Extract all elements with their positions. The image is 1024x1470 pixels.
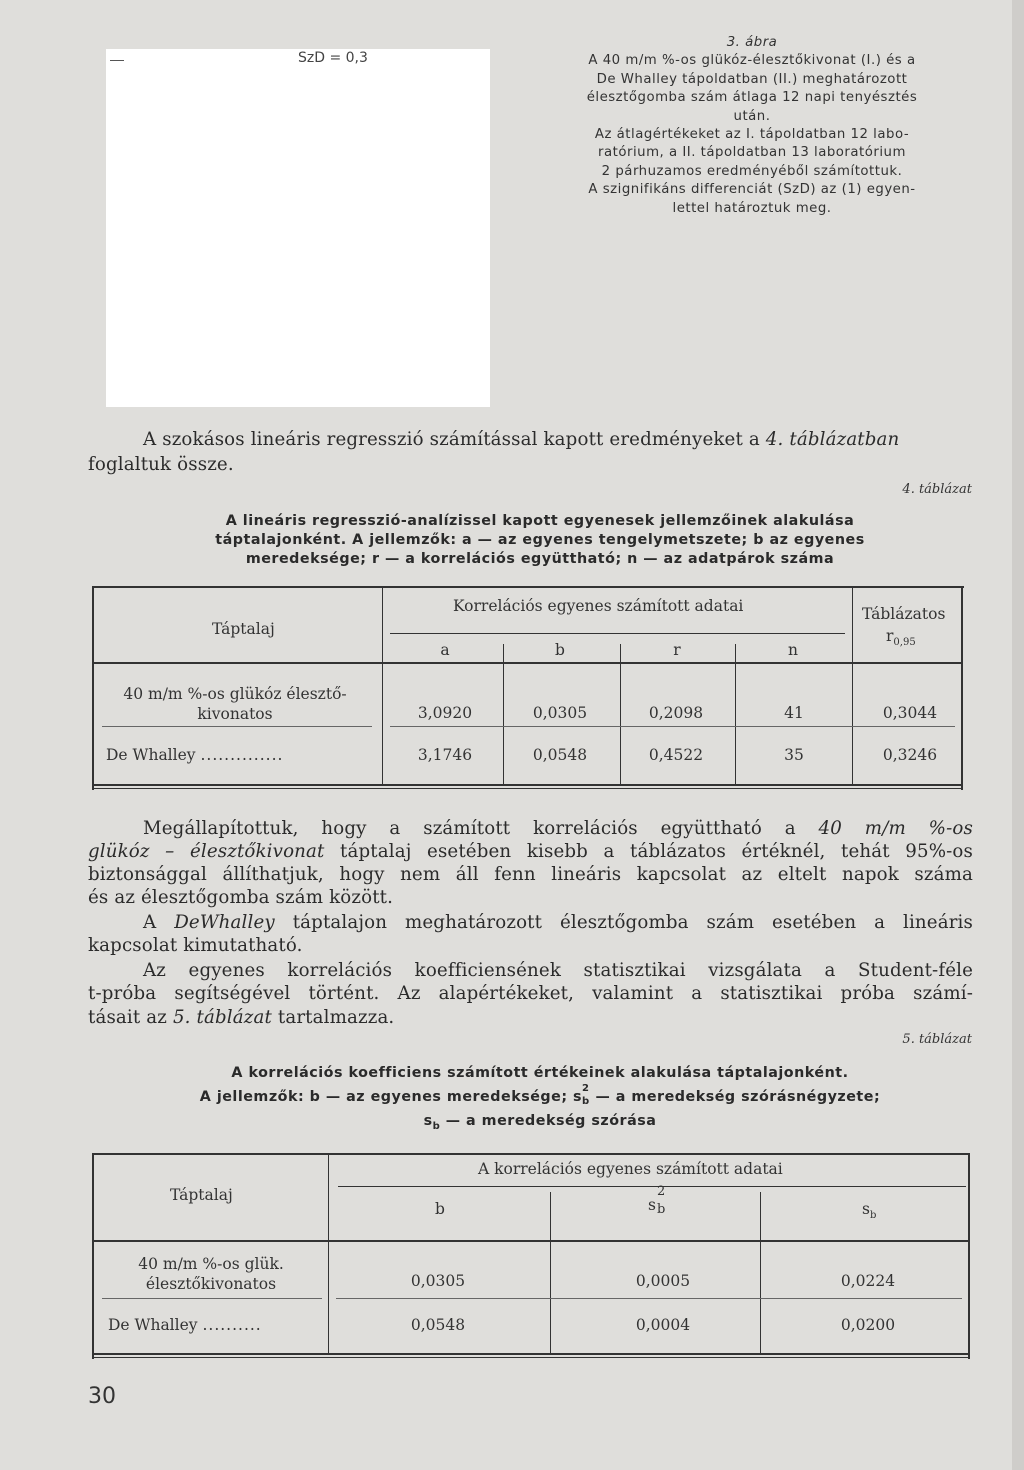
figure-tick-mark (110, 60, 124, 61)
caption-line: De Whalley tápoldatban (II.) meghatározott (596, 71, 908, 87)
table5-group-header: A korrelációs egyenes számított adatai (478, 1160, 783, 1178)
caption-line: lettel határoztuk meg. (672, 200, 832, 216)
body-line: A DeWhalley táptalajon meghatározott élesztőgomba szám esetében a lineáris (143, 912, 974, 933)
table4-col-header-b: b (555, 641, 565, 659)
body-line: tásait az 5. táblázat tartalmazza. (88, 1007, 395, 1028)
table4-row-rule (390, 726, 955, 727)
table5-subheader-rule (338, 1186, 966, 1187)
table4-cell-b: 0,0548 (532, 746, 588, 764)
table5-title-line-2: A jellemzők: b — az egyenes meredeksége; s 2 b — a meredekség szórásnégyzete; (199, 1083, 881, 1107)
table4-reference: 4. táblázatban (765, 429, 900, 450)
table4-title: A lineáris regresszió-analízissel kapott egyenesek jellemzőinek alakulása táptalajonként. A jellemzők: a — az egyenes tengelymetszete; b az egyenes meredeksége; r — a korrelációs együttható; n — az adatpárok száma (215, 513, 865, 567)
table4-cell-r95: 0,3246 (882, 746, 938, 764)
intro-line-1: A szokásos lineáris regresszió számítással kapott eredményeket a 4. táblázatban (143, 429, 900, 450)
table4-col-header-r: r (673, 641, 681, 659)
table5-col-header-taptalaj: Táptalaj (170, 1186, 233, 1204)
figure-image-placeholder (106, 49, 490, 407)
table4-cell-r95: 0,3044 (882, 704, 938, 722)
table4-cell-r: 0,4522 (648, 746, 704, 764)
table4-col-line (503, 644, 504, 784)
body-line: Megállapítottuk, hogy a számított korrelációs együttható a 40 m/m %-os (143, 818, 973, 839)
table4-col-line (852, 588, 853, 784)
table5-cell-b: 0,0548 (410, 1316, 466, 1334)
caption-line: A szignifikáns differenciát (SzD) az (1) egyen- (588, 182, 916, 198)
table5-col-line (760, 1192, 761, 1355)
table4-cell-a: 3,0920 (417, 704, 473, 722)
table5-cell-sb: 0,0200 (840, 1316, 896, 1334)
body-line: Az egyenes korrelációs koefficiensének statisztikai vizsgálata a Student-féle (143, 960, 973, 981)
table4-label: 4. táblázat (902, 482, 972, 497)
table4-bottom-rule-2 (94, 788, 961, 789)
table4-right-border (961, 586, 963, 790)
table4-header-rule (94, 662, 961, 664)
table5-col-line (550, 1192, 551, 1355)
table5-title-line-1: A korrelációs koefficiens számított értékeinek alakulása táptalajonként. (231, 1065, 849, 1081)
table4-bottom-rule (94, 784, 961, 786)
table5-top-rule (92, 1153, 970, 1155)
table4-col-header-tablazatos: Táblázatos (862, 605, 946, 623)
table5-col-header-s2b: s 2 b (648, 1184, 666, 1217)
table5-col-header-sb: $s_b$ (862, 1200, 877, 1222)
table5-bottom-rule-2 (94, 1357, 968, 1358)
table-row: De Whalley .............. (106, 746, 284, 764)
caption-line: után. (733, 108, 771, 124)
table4-col-line (620, 644, 621, 784)
caption-line: 2 párhuzamos eredményéből számítottuk. (601, 163, 903, 179)
caption-line: A 40 m/m %-os glükóz-élesztőkivonat (I.) és a (588, 53, 916, 69)
table4-col-header-r095: $r_{0,95}$ (886, 627, 916, 649)
table4-col-header-taptalaj: Táptalaj (212, 620, 275, 638)
caption-line: Az átlagértékeket az I. tápoldatban 12 labo- (594, 127, 910, 143)
caption-line: élesztőgomba szám átlaga 12 napi tenyésztés (586, 90, 918, 106)
table-row: 40 m/m %-os glükóz élesztő- kivonatos (123, 685, 347, 723)
table5-left-border (92, 1153, 94, 1359)
table5-col-line (328, 1155, 329, 1355)
body-line: kapcsolat kimutatható. (88, 935, 303, 956)
table-row: 40 m/m %-os glük. élesztőkivonatos (138, 1255, 284, 1293)
table4-subheader-rule (390, 633, 845, 634)
table4-col-header-a: a (440, 641, 450, 659)
table5-label: 5. táblázat (902, 1032, 972, 1047)
page-number: 30 (88, 1384, 116, 1409)
table5-row-rule (102, 1298, 322, 1299)
table4-left-border (92, 586, 94, 790)
table4-row-rule (102, 726, 372, 727)
caption-line: ratórium, a II. tápoldatban 13 laboratórium (598, 145, 906, 161)
table4-group-header: Korrelációs egyenes számított adatai (453, 597, 744, 615)
table5-header-rule (94, 1240, 968, 1242)
figure-caption (527, 34, 977, 218)
figure-number: 3. ábra (726, 35, 778, 50)
body-line: biztonsággal állíthatjuk, hogy nem áll fenn lineáris kapcsolat az eltelt napok száma (88, 864, 973, 885)
table4-cell-b: 0,0305 (532, 704, 588, 722)
table5-row-rule (336, 1298, 962, 1299)
body-line: glükóz – élesztőkivonat táptalaj esetében kisebb a táblázatos értéknél, tehát 95%-os (88, 841, 974, 862)
table5-bottom-rule (94, 1353, 968, 1355)
table4-cell-a: 3,1746 (417, 746, 473, 764)
body-line: és az élesztőgomba szám között. (88, 887, 394, 908)
table4-col-line (382, 588, 383, 784)
table5-cell-s2: 0,0004 (635, 1316, 691, 1334)
table5-cell-sb: 0,0224 (840, 1272, 896, 1290)
table4-cell-n: 35 (784, 746, 804, 764)
table4-cell-n: 41 (784, 704, 804, 722)
table4-col-line (735, 644, 736, 784)
table5-right-border (968, 1153, 970, 1359)
table4-top-rule (92, 586, 964, 588)
table4-cell-r: 0,2098 (648, 704, 704, 722)
figure-szd-label: SzD = 0,3 (298, 50, 368, 66)
table5-cell-s2: 0,0005 (635, 1272, 691, 1290)
intro-line-2: foglaltuk össze. (88, 454, 234, 475)
table5-col-header-b: b (435, 1200, 445, 1218)
table4-col-header-n: n (788, 641, 798, 659)
table-row: De Whalley .......... (108, 1316, 262, 1334)
page-edge-shadow (1012, 0, 1024, 1470)
table5-cell-b: 0,0305 (410, 1272, 466, 1290)
table5-title-line-3: $s_b$ — a meredekség szórása (423, 1113, 657, 1132)
body-line: t-próba segítségével történt. Az alapértékeket, valamint a statisztikai próba számí- (88, 983, 973, 1004)
